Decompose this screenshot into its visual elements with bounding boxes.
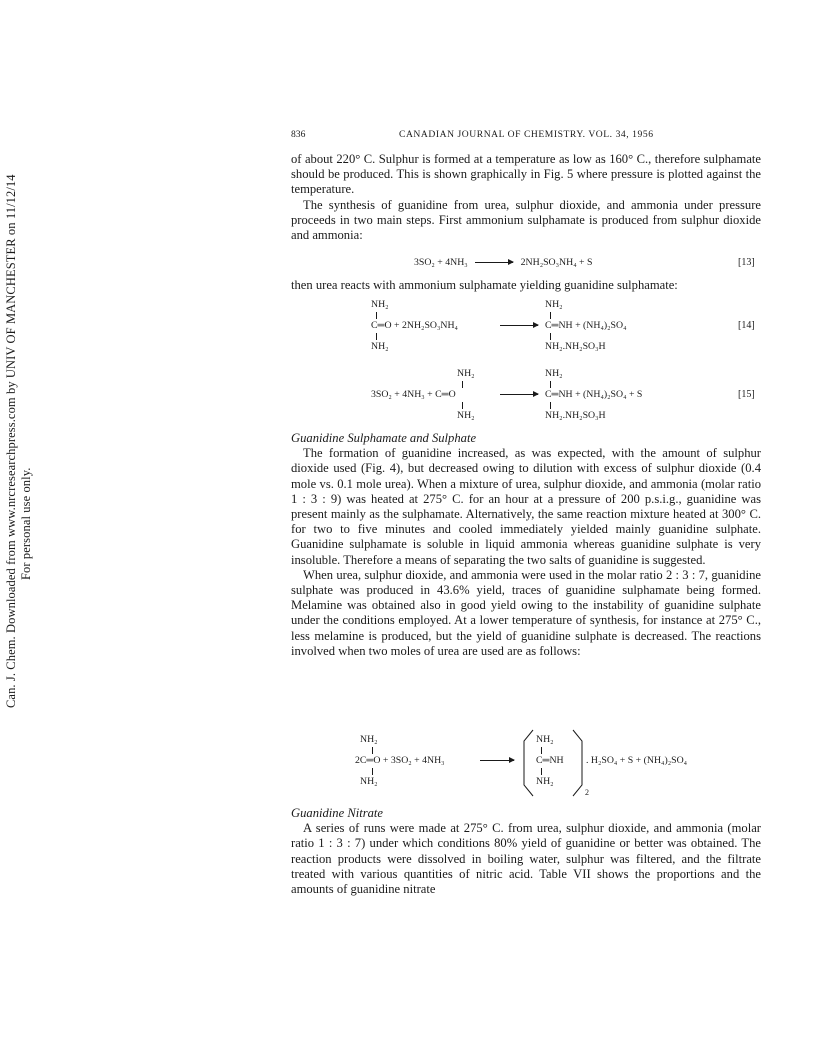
equation-13 bbox=[414, 257, 592, 268]
eq14-products: C═NH + (NH₄)₂SO₄ bbox=[545, 320, 627, 331]
left-parenthesis bbox=[521, 728, 535, 798]
equation-number-15: [15] bbox=[738, 389, 755, 400]
eq16-subscript: 2 bbox=[585, 788, 589, 797]
eq14-product-bottom: NH₂.NH₂SO₃H bbox=[545, 341, 606, 352]
eq14-reactants: C═O + 2NH₂SO₃NH₄ bbox=[371, 320, 458, 331]
eq16-product-nh2-bottom: NH₂ bbox=[536, 776, 554, 787]
personal-use-notice: For personal use only. bbox=[19, 467, 33, 580]
eq15-urea-nh2-bottom: NH₂ bbox=[457, 410, 475, 421]
bond-line bbox=[541, 768, 542, 775]
eq13-reactants: 3SO₂ + 4NH₃ bbox=[414, 257, 468, 268]
equation-number-13: [13] bbox=[738, 257, 755, 268]
paragraph-4: The formation of guanidine increased, as was expected, with the amount of sulphur dioxide used (Fig. 4), but decreased owing to dilution with excess of sulphur dioxide (0.4 mole vs. 0.1 mole urea). When a mixture of urea, sulphur dioxide, and ammonia (molar ratio 1 : 3 : 9) was heated at 275° C. for an hour at a pressure of 200 p.s.i.g., guanidine was present mainly as the sulphamate. Alternatively, the same reaction mixture heated at 300° C. for two to five minutes and cooled immediately yielded mainly guanidine sulphate. Guanidine sulphamate is soluble in liquid ammonia whereas guanidine sulphate is very insoluble. Therefore a means of separating the two salts of guanidine is suggested. bbox=[291, 446, 761, 567]
eq16-reactants: 2C═O + 3SO₂ + 4NH₃ bbox=[355, 755, 445, 766]
eq14-product-nh2-top: NH₂ bbox=[545, 299, 563, 310]
bond-line bbox=[541, 747, 542, 754]
bond-line bbox=[462, 402, 463, 409]
right-parenthesis bbox=[571, 728, 585, 798]
reaction-arrow bbox=[475, 262, 513, 263]
download-watermark bbox=[4, 174, 34, 710]
paragraph-1: of about 220° C. Sulphur is formed at a temperature as low as 160° C., therefore sulphamate should be produced. This is shown graphically in Fig. 5 where pressure is plotted against the temperature. bbox=[291, 152, 761, 197]
eq16-product-mid: C═NH bbox=[536, 755, 564, 766]
paragraph-3: then urea reacts with ammonium sulphamate yielding guanidine sulphamate: bbox=[291, 278, 678, 292]
eq14-urea-nh2-bottom: NH₂ bbox=[371, 341, 389, 352]
text-block-4 bbox=[291, 806, 761, 897]
eq15-reactants: 3SO₂ + 4NH₃ + C═O bbox=[371, 389, 456, 400]
bond-line bbox=[376, 333, 377, 340]
section-heading-nitrate: Guanidine Nitrate bbox=[291, 806, 383, 820]
eq15-product-nh2-top: NH₂ bbox=[545, 368, 563, 379]
section-heading-sulphamate: Guanidine Sulphamate and Sulphate bbox=[291, 431, 477, 445]
reaction-arrow bbox=[500, 320, 538, 331]
journal-title: CANADIAN JOURNAL OF CHEMISTRY. VOL. 34, 1956 bbox=[399, 129, 654, 140]
bond-line bbox=[462, 381, 463, 388]
eq15-urea-nh2-top: NH₂ bbox=[457, 368, 475, 379]
eq16-urea-nh2-top: NH₂ bbox=[360, 734, 378, 745]
bond-line bbox=[376, 312, 377, 319]
eq14-urea-nh2-top: NH₂ bbox=[371, 299, 389, 310]
equation-number-14: [14] bbox=[738, 320, 755, 331]
eq16-urea-nh2-bottom: NH₂ bbox=[360, 776, 378, 787]
bond-line bbox=[550, 312, 551, 319]
bond-line bbox=[372, 768, 373, 775]
eq16-product-nh2-top: NH₂ bbox=[536, 734, 554, 745]
page-number: 836 bbox=[291, 129, 306, 140]
bond-line bbox=[550, 333, 551, 340]
paragraph-6: A series of runs were made at 275° C. from urea, sulphur dioxide, and ammonia (molar ratio 1 : 3 : 7) under which conditions 80% yield of guanidine or better was obtained. The reaction products were dissolved in boiling water, sulphur was filtered, and the filtrate treated with various quantities of nitric acid. Table VII shows the proportions and the amounts of guanidine nitrate bbox=[291, 821, 761, 897]
text-block-2 bbox=[291, 278, 761, 293]
reaction-arrow bbox=[500, 389, 538, 400]
download-notice: Can. J. Chem. Downloaded from www.nrcresearchpress.com by UNIV OF MANCHESTER on 11/12/14 bbox=[4, 174, 18, 708]
paragraph-2: The synthesis of guanidine from urea, sulphur dioxide, and ammonia under pressure proceeds in two main steps. First ammonium sulphamate is produced from sulphur dioxide and ammonia: bbox=[291, 197, 761, 243]
bond-line bbox=[372, 747, 373, 754]
eq15-products: C═NH + (NH₄)₂SO₄ + S bbox=[545, 389, 643, 400]
paragraph-5: When urea, sulphur dioxide, and ammonia were used in the molar ratio 2 : 3 : 7, guanidine sulphate was produced in 43.6% yield, traces of guanidine sulphamate being formed. Melamine was obtained also in good yield owing to the instability of guanidine sulphate under the conditions employed. At a lower temperature of synthesis, for instance at 275° C., less melamine is produced, but the yield of guanidine sulphate is decreased. The reactions involved when two moles of urea are used are as follows: bbox=[291, 567, 761, 658]
eq13-products: 2NH₂SO₃NH₄ + S bbox=[520, 257, 593, 268]
bond-line bbox=[550, 381, 551, 388]
reaction-arrow bbox=[480, 755, 514, 766]
bond-line bbox=[550, 402, 551, 409]
text-block-3 bbox=[291, 431, 761, 659]
eq15-product-bottom: NH₂.NH₂SO₃H bbox=[545, 410, 606, 421]
text-block-intro bbox=[291, 152, 761, 243]
eq16-tail: . H₂SO₄ + S + (NH₄)₂SO₄ bbox=[586, 755, 688, 766]
